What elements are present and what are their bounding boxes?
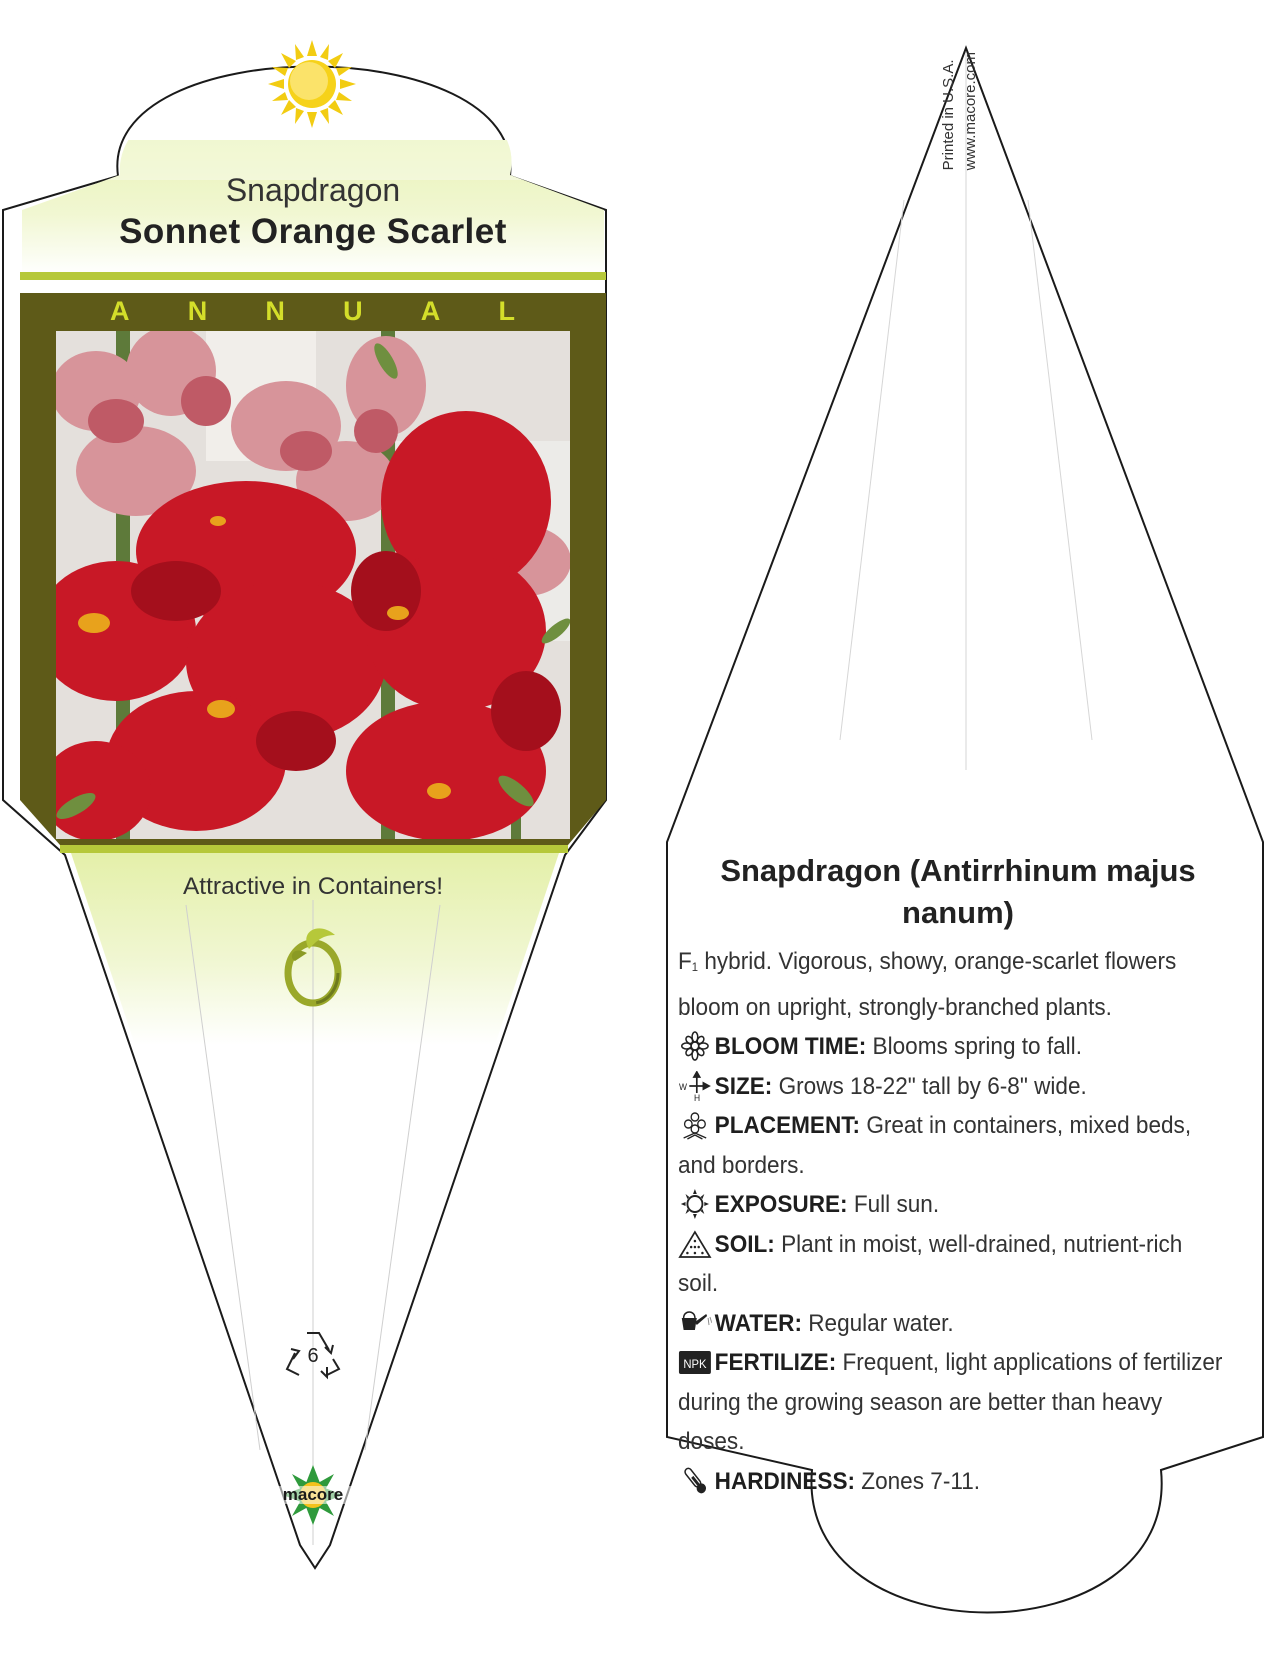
- flower-icon: [678, 1031, 712, 1061]
- tagline: Attractive in Containers!: [182, 873, 444, 900]
- flower-photo: [56, 331, 570, 839]
- sun-icon: [678, 1189, 712, 1219]
- size-icon: [678, 1071, 712, 1101]
- svg-text:W: W: [678, 1081, 687, 1092]
- plant-type-letter: A: [110, 296, 130, 326]
- plant-type: [110, 296, 515, 327]
- care-item: NPK FERTILIZE: Frequent, light applications of fertilizer during the growing season are better than heavy doses.: [678, 1349, 1223, 1455]
- care-item: HARDINESS: Zones 7-11.: [678, 1462, 1228, 1502]
- care-item: WATER: Regular water.: [678, 1304, 1228, 1344]
- printed-line: Printed in U.S.A.: [940, 59, 957, 171]
- back-title: Snapdragon (Antirrhinum majus nanum): [720, 853, 1196, 930]
- brand-name: macore: [263, 1486, 363, 1504]
- svg-text:NPK: NPK: [683, 1357, 707, 1372]
- svg-text:H: H: [693, 1092, 701, 1101]
- printed-notice: [938, 52, 982, 170]
- plant-type-letter: A: [420, 296, 441, 326]
- care-item: EXPOSURE: Full sun.: [678, 1185, 1228, 1225]
- variety-name: Sonnet Orange Scarlet: [119, 212, 507, 251]
- placement-icon: [678, 1110, 712, 1140]
- npk-icon: [678, 1347, 712, 1377]
- plant-type-letter: N: [187, 296, 208, 326]
- plant-type-letter: N: [265, 296, 285, 326]
- recycle-number: 6: [307, 1345, 319, 1367]
- intro-text: F1 hybrid. Vigorous, showy, orange-scarlet flowers bloom on upright, strongly-branched plants.: [678, 948, 1177, 1021]
- care-item: W H SIZE: Grows 18-22" tall by 6-8" wide.: [678, 1067, 1228, 1107]
- soil-icon: [678, 1229, 712, 1259]
- care-item: SOIL: Plant in moist, well-drained, nutrient-rich soil.: [678, 1230, 1183, 1297]
- watering-can-icon: [678, 1308, 712, 1338]
- care-item: BLOOM TIME: Blooms spring to fall.: [678, 1027, 1228, 1067]
- printed-line: www.macore.com: [962, 52, 979, 171]
- thermometer-icon: [678, 1466, 712, 1496]
- sun-icon: [268, 40, 356, 128]
- plant-type-letter: L: [498, 296, 515, 326]
- plant-type-letter: U: [343, 296, 363, 326]
- common-name: Snapdragon: [225, 172, 401, 208]
- care-info: [678, 942, 1228, 1501]
- care-item: PLACEMENT: Great in containers, mixed beds, and borders.: [678, 1112, 1192, 1179]
